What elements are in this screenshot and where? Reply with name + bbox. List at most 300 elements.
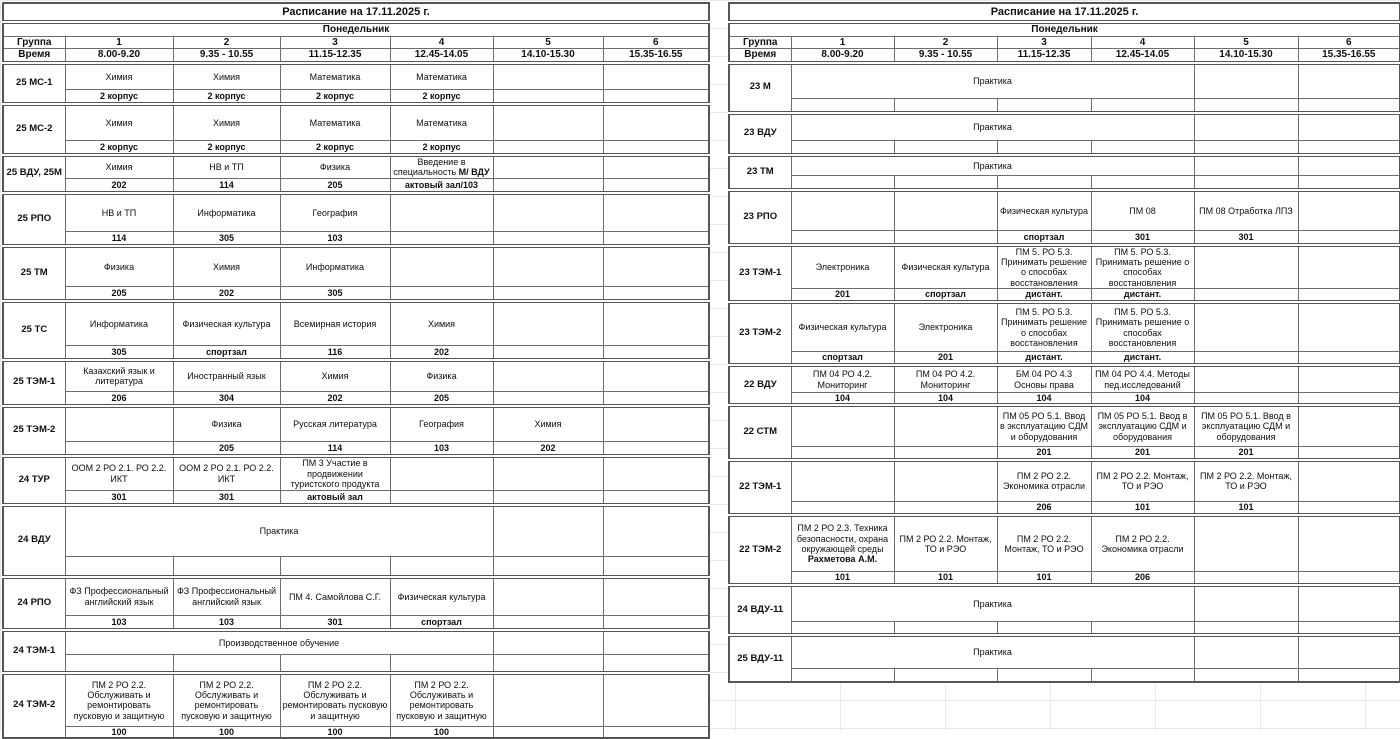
lesson-cell bbox=[1298, 190, 1400, 231]
room-cell: 104 bbox=[791, 392, 894, 405]
lesson-cell bbox=[1194, 585, 1298, 621]
room-cell bbox=[894, 501, 997, 515]
lesson-cell: ПМ 5. РО 5.3. Принимать решение о способах восстановления bbox=[1091, 302, 1194, 351]
lesson-text: ПМ 2 РО 2.3. Техника безопасности, охрана окружающей среды bbox=[796, 523, 889, 554]
slot-time: 12.45-14.05 bbox=[1091, 49, 1194, 63]
room-cell bbox=[65, 442, 173, 456]
group-label: 23 М bbox=[729, 63, 791, 113]
lesson-cell: Математика bbox=[280, 104, 390, 141]
slot-time: 11.15-12.35 bbox=[997, 49, 1091, 63]
room-cell: дистант. bbox=[997, 288, 1091, 302]
room-cell bbox=[173, 655, 280, 673]
room-cell: 301 bbox=[173, 491, 280, 505]
room-cell: актовый зал bbox=[280, 491, 390, 505]
room-cell bbox=[1298, 176, 1400, 190]
lesson-cell: Физическая культура bbox=[173, 301, 280, 346]
lesson-cell bbox=[603, 406, 709, 442]
lesson-cell bbox=[603, 456, 709, 491]
group-label: 25 МС-2 bbox=[3, 104, 65, 155]
lesson-cell bbox=[791, 460, 894, 501]
room-cell bbox=[791, 446, 894, 460]
room-cell bbox=[791, 621, 894, 635]
room-cell: 205 bbox=[280, 179, 390, 193]
slot-time: 15.35-16.55 bbox=[603, 49, 709, 63]
lesson-cell bbox=[493, 360, 603, 392]
room-cell: спортзал bbox=[791, 351, 894, 365]
room-cell bbox=[1194, 571, 1298, 585]
room-cell bbox=[493, 90, 603, 104]
lesson-cell: ПМ 08 Отработка ЛПЗ bbox=[1194, 190, 1298, 231]
lesson-text-bold: Рахметова А.М. bbox=[807, 554, 878, 565]
group-label: 24 ВДУ bbox=[3, 505, 65, 577]
lesson-cell: ПМ 4. Самойлова С.Г. bbox=[280, 577, 390, 616]
lesson-cell: Математика bbox=[390, 63, 493, 90]
slot-number: 6 bbox=[603, 36, 709, 49]
group-column-header: Группа bbox=[3, 36, 65, 49]
lesson-cell: ПМ 08 bbox=[1091, 190, 1194, 231]
room-cell bbox=[493, 491, 603, 505]
lesson-cell: ПМ 5. РО 5.3. Принимать решение о способах восстановления bbox=[1091, 245, 1194, 289]
merged-lesson-cell: Практика bbox=[791, 635, 1194, 668]
room-cell bbox=[173, 557, 280, 577]
room-cell: 2 корпус bbox=[173, 141, 280, 155]
room-cell bbox=[791, 176, 894, 190]
lesson-text-bold: М/ ВДУ bbox=[458, 167, 490, 178]
room-cell bbox=[493, 232, 603, 246]
room-cell bbox=[603, 442, 709, 456]
room-cell: 305 bbox=[173, 232, 280, 246]
lesson-cell: Химия bbox=[493, 406, 603, 442]
room-cell: 101 bbox=[1091, 501, 1194, 515]
room-cell: актовый зал/103 bbox=[390, 179, 493, 193]
room-cell bbox=[65, 557, 173, 577]
group-label: 25 МС-1 bbox=[3, 63, 65, 104]
day-header: Понедельник bbox=[729, 22, 1400, 36]
group-label: 24 ВДУ-11 bbox=[729, 585, 791, 635]
lesson-cell: ПМ 2 РО 2.2. Монтаж, ТО и РЭО bbox=[1194, 460, 1298, 501]
group-label: 25 ТМ bbox=[3, 246, 65, 301]
slot-time: 8.00-9.20 bbox=[65, 49, 173, 63]
room-cell bbox=[1298, 351, 1400, 365]
lesson-cell: ПМ 05 РО 5.1. Ввод в эксплуатацию СДМ и оборудования bbox=[1194, 405, 1298, 446]
room-cell: 103 bbox=[173, 616, 280, 630]
room-cell bbox=[280, 655, 390, 673]
group-label: 24 ТЭМ-1 bbox=[3, 630, 65, 673]
schedule-title: Расписание на 17.11.2025 г. bbox=[3, 3, 709, 22]
lesson-cell: ПМ 5. РО 5.3. Принимать решение о способах восстановления bbox=[997, 245, 1091, 289]
room-cell bbox=[65, 655, 173, 673]
lesson-cell: ПМ 05 РО 5.1. Ввод в эксплуатацию СДМ и оборудования bbox=[1091, 405, 1194, 446]
room-cell bbox=[1298, 141, 1400, 155]
room-cell bbox=[894, 668, 997, 682]
group-label: 23 ТМ bbox=[729, 155, 791, 190]
room-cell bbox=[1298, 288, 1400, 302]
lesson-cell bbox=[1298, 365, 1400, 392]
lesson-cell: Информатика bbox=[173, 193, 280, 232]
room-cell bbox=[1194, 668, 1298, 682]
merged-lesson-cell: Практика bbox=[65, 505, 493, 557]
lesson-cell: ПМ 2 РО 2.2. Экономика отрасли bbox=[1091, 515, 1194, 571]
room-cell bbox=[493, 287, 603, 301]
lesson-cell bbox=[65, 406, 173, 442]
time-column-header: Время bbox=[729, 49, 791, 63]
room-cell bbox=[894, 141, 997, 155]
room-cell: 2 корпус bbox=[65, 141, 173, 155]
room-cell: дистант. bbox=[1091, 288, 1194, 302]
lesson-cell: Физическая культура bbox=[894, 245, 997, 289]
room-cell bbox=[603, 287, 709, 301]
room-cell bbox=[894, 621, 997, 635]
room-cell: 101 bbox=[791, 571, 894, 585]
room-cell bbox=[1091, 176, 1194, 190]
room-cell: 103 bbox=[390, 442, 493, 456]
room-cell bbox=[1194, 99, 1298, 113]
room-cell: 101 bbox=[894, 571, 997, 585]
group-label: 25 ВДУ, 25М bbox=[3, 155, 65, 193]
room-cell: спортзал bbox=[894, 288, 997, 302]
lesson-cell: Химия bbox=[65, 104, 173, 141]
lesson-cell: Химия bbox=[173, 246, 280, 287]
room-cell bbox=[603, 141, 709, 155]
room-cell bbox=[1194, 392, 1298, 405]
room-cell: 301 bbox=[280, 616, 390, 630]
slot-number: 1 bbox=[65, 36, 173, 49]
room-cell bbox=[1298, 571, 1400, 585]
lesson-cell bbox=[791, 515, 894, 571]
room-cell bbox=[1194, 288, 1298, 302]
lesson-cell bbox=[1194, 63, 1298, 99]
lesson-cell: Математика bbox=[390, 104, 493, 141]
room-cell bbox=[894, 231, 997, 245]
room-cell bbox=[894, 446, 997, 460]
lesson-cell bbox=[603, 193, 709, 232]
lesson-cell bbox=[1298, 515, 1400, 571]
lesson-cell bbox=[1194, 155, 1298, 176]
lesson-cell bbox=[1194, 365, 1298, 392]
lesson-cell: ПМ 2 РО 2.2. Экономика отрасли bbox=[997, 460, 1091, 501]
lesson-cell: Электроника bbox=[894, 302, 997, 351]
lesson-cell bbox=[1298, 635, 1400, 668]
slot-time: 12.45-14.05 bbox=[390, 49, 493, 63]
lesson-cell bbox=[1298, 460, 1400, 501]
group-label: 25 ТС bbox=[3, 301, 65, 360]
lesson-cell: География bbox=[390, 406, 493, 442]
lesson-cell: Химия bbox=[173, 104, 280, 141]
room-cell bbox=[791, 668, 894, 682]
room-cell bbox=[997, 176, 1091, 190]
room-cell bbox=[493, 557, 603, 577]
lesson-cell: ООМ 2 РО 2.1. РО 2.2. ИКТ bbox=[173, 456, 280, 491]
room-cell bbox=[791, 231, 894, 245]
lesson-cell bbox=[1194, 113, 1298, 141]
room-cell: 202 bbox=[390, 346, 493, 360]
lesson-cell: НВ и ТП bbox=[173, 155, 280, 179]
lesson-cell: Химия bbox=[173, 63, 280, 90]
room-cell: 100 bbox=[390, 727, 493, 739]
lesson-cell: ПМ 05 РО 5.1. Ввод в эксплуатацию СДМ и оборудования bbox=[997, 405, 1091, 446]
room-cell bbox=[493, 655, 603, 673]
room-cell: спортзал bbox=[173, 346, 280, 360]
lesson-cell: ПМ 2 РО 2.2. Обслуживать и ремонтировать пусковую и защитную bbox=[173, 673, 280, 727]
lesson-cell bbox=[390, 246, 493, 287]
lesson-cell bbox=[493, 155, 603, 179]
room-cell: 101 bbox=[1194, 501, 1298, 515]
slot-time: 14.10-15.30 bbox=[1194, 49, 1298, 63]
room-cell bbox=[1091, 99, 1194, 113]
room-cell bbox=[493, 616, 603, 630]
room-cell bbox=[1194, 141, 1298, 155]
room-cell: 103 bbox=[280, 232, 390, 246]
group-label: 25 РПО bbox=[3, 193, 65, 246]
lesson-cell: Русская литература bbox=[280, 406, 390, 442]
lesson-cell bbox=[894, 190, 997, 231]
lesson-cell bbox=[1194, 245, 1298, 289]
lesson-cell: ПМ 04 РО 4.2. Мониторинг bbox=[791, 365, 894, 392]
slot-number: 4 bbox=[390, 36, 493, 49]
lesson-cell: Химия bbox=[65, 63, 173, 90]
slot-number: 6 bbox=[1298, 36, 1400, 49]
room-cell: 202 bbox=[65, 179, 173, 193]
room-cell bbox=[390, 232, 493, 246]
slot-time: 11.15-12.35 bbox=[280, 49, 390, 63]
lesson-cell: Физическая культура bbox=[390, 577, 493, 616]
lesson-cell bbox=[603, 577, 709, 616]
room-cell bbox=[1298, 231, 1400, 245]
schedule-table-right bbox=[728, 2, 1400, 683]
lesson-cell: Физическая культура bbox=[997, 190, 1091, 231]
lesson-cell: БМ 04 РО 4.3 Основы права bbox=[997, 365, 1091, 392]
merged-lesson-cell: Практика bbox=[791, 63, 1194, 99]
lesson-cell bbox=[791, 405, 894, 446]
group-label: 23 РПО bbox=[729, 190, 791, 245]
room-cell bbox=[603, 179, 709, 193]
lesson-cell: Химия bbox=[390, 301, 493, 346]
room-cell: 114 bbox=[173, 179, 280, 193]
lesson-cell bbox=[1194, 635, 1298, 668]
room-cell: 206 bbox=[997, 501, 1091, 515]
slot-time: 8.00-9.20 bbox=[791, 49, 894, 63]
group-label: 25 ВДУ-11 bbox=[729, 635, 791, 682]
room-cell bbox=[603, 727, 709, 739]
lesson-cell: Химия bbox=[65, 155, 173, 179]
lesson-text: Введение в специальность bbox=[393, 156, 466, 178]
lesson-cell: ПМ 04 РО 4.2. Мониторинг bbox=[894, 365, 997, 392]
room-cell bbox=[1091, 621, 1194, 635]
lesson-cell: НВ и ТП bbox=[65, 193, 173, 232]
group-label: 25 ТЭМ-2 bbox=[3, 406, 65, 456]
slot-time: 9.35 - 10.55 bbox=[894, 49, 997, 63]
lesson-cell bbox=[1298, 155, 1400, 176]
merged-lesson-cell: Практика bbox=[791, 585, 1194, 621]
room-cell bbox=[493, 346, 603, 360]
room-cell bbox=[603, 655, 709, 673]
lesson-cell: Химия bbox=[280, 360, 390, 392]
room-cell bbox=[603, 346, 709, 360]
room-cell: 2 корпус bbox=[280, 90, 390, 104]
room-cell bbox=[1298, 392, 1400, 405]
merged-lesson-cell: Производственное обучение bbox=[65, 630, 493, 655]
room-cell bbox=[894, 176, 997, 190]
lesson-cell: География bbox=[280, 193, 390, 232]
lesson-cell: Информатика bbox=[65, 301, 173, 346]
room-cell: 100 bbox=[280, 727, 390, 739]
slot-time: 15.35-16.55 bbox=[1298, 49, 1400, 63]
lesson-cell bbox=[1298, 585, 1400, 621]
room-cell: 202 bbox=[173, 287, 280, 301]
room-cell bbox=[1298, 501, 1400, 515]
room-cell bbox=[1298, 668, 1400, 682]
room-cell: 301 bbox=[1091, 231, 1194, 245]
lesson-cell bbox=[603, 630, 709, 655]
lesson-cell: Физика bbox=[390, 360, 493, 392]
slot-number: 1 bbox=[791, 36, 894, 49]
room-cell: 100 bbox=[173, 727, 280, 739]
room-cell: 101 bbox=[997, 571, 1091, 585]
schedule-table-left bbox=[2, 2, 710, 739]
group-label: 24 РПО bbox=[3, 577, 65, 630]
group-label: 23 ВДУ bbox=[729, 113, 791, 155]
room-cell: дистант. bbox=[1091, 351, 1194, 365]
room-cell: 114 bbox=[65, 232, 173, 246]
lesson-cell: Информатика bbox=[280, 246, 390, 287]
room-cell: 205 bbox=[65, 287, 173, 301]
lesson-cell bbox=[603, 301, 709, 346]
group-label: 22 ВДУ bbox=[729, 365, 791, 405]
room-cell: спортзал bbox=[390, 616, 493, 630]
room-cell bbox=[390, 287, 493, 301]
room-cell: 301 bbox=[1194, 231, 1298, 245]
lesson-cell bbox=[1298, 302, 1400, 351]
room-cell bbox=[1091, 668, 1194, 682]
lesson-cell: ПМ 04 РО 4.4. Методы пед.исследований bbox=[1091, 365, 1194, 392]
room-cell bbox=[997, 621, 1091, 635]
room-cell: 206 bbox=[65, 392, 173, 406]
room-cell bbox=[603, 616, 709, 630]
room-cell bbox=[791, 141, 894, 155]
lesson-cell bbox=[1298, 405, 1400, 446]
lesson-cell: Физическая культура bbox=[791, 302, 894, 351]
slot-number: 2 bbox=[894, 36, 997, 49]
room-cell: 304 bbox=[173, 392, 280, 406]
lesson-cell bbox=[493, 505, 603, 557]
day-header: Понедельник bbox=[3, 22, 709, 36]
room-cell: 2 корпус bbox=[390, 90, 493, 104]
lesson-cell: ФЗ Профессиональный английский язык bbox=[173, 577, 280, 616]
lesson-cell bbox=[493, 673, 603, 727]
room-cell: 2 корпус bbox=[390, 141, 493, 155]
room-cell bbox=[1091, 141, 1194, 155]
room-cell bbox=[1194, 176, 1298, 190]
room-cell: 2 корпус bbox=[173, 90, 280, 104]
group-label: 23 ТЭМ-1 bbox=[729, 245, 791, 303]
lesson-cell: Физика bbox=[280, 155, 390, 179]
group-label: 24 ТУР bbox=[3, 456, 65, 505]
room-cell bbox=[997, 141, 1091, 155]
slot-time: 14.10-15.30 bbox=[493, 49, 603, 63]
room-cell bbox=[1298, 99, 1400, 113]
lesson-cell bbox=[493, 301, 603, 346]
room-cell bbox=[603, 90, 709, 104]
lesson-cell bbox=[493, 630, 603, 655]
slot-number: 4 bbox=[1091, 36, 1194, 49]
room-cell bbox=[1298, 621, 1400, 635]
lesson-cell bbox=[603, 246, 709, 287]
lesson-cell: Электроника bbox=[791, 245, 894, 289]
room-cell bbox=[603, 232, 709, 246]
lesson-cell bbox=[493, 63, 603, 90]
room-cell bbox=[894, 99, 997, 113]
lesson-cell: ФЗ Профессиональный английский язык bbox=[65, 577, 173, 616]
room-cell bbox=[390, 491, 493, 505]
lesson-cell: ПМ 2 РО 2.2. Монтаж, ТО и РЭО bbox=[997, 515, 1091, 571]
lesson-cell bbox=[1298, 113, 1400, 141]
room-cell: спортзал bbox=[997, 231, 1091, 245]
room-cell bbox=[280, 557, 390, 577]
lesson-cell: Казахский язык и литература bbox=[65, 360, 173, 392]
lesson-cell bbox=[603, 360, 709, 392]
room-cell: 201 bbox=[1091, 446, 1194, 460]
room-cell: 2 корпус bbox=[280, 141, 390, 155]
room-cell bbox=[493, 392, 603, 406]
lesson-cell bbox=[603, 104, 709, 141]
room-cell bbox=[997, 99, 1091, 113]
room-cell bbox=[390, 655, 493, 673]
lesson-cell bbox=[390, 456, 493, 491]
room-cell: 103 bbox=[65, 616, 173, 630]
room-cell: 104 bbox=[1091, 392, 1194, 405]
lesson-cell bbox=[894, 405, 997, 446]
lesson-cell bbox=[493, 456, 603, 491]
room-cell bbox=[1194, 621, 1298, 635]
lesson-cell bbox=[1298, 63, 1400, 99]
room-cell: 116 bbox=[280, 346, 390, 360]
room-cell bbox=[493, 727, 603, 739]
room-cell: 201 bbox=[1194, 446, 1298, 460]
lesson-cell: ПМ 2 РО 2.2. Обслуживать и ремонтировать пусковую и защитную bbox=[65, 673, 173, 727]
room-cell bbox=[1194, 351, 1298, 365]
group-column-header: Группа bbox=[729, 36, 791, 49]
lesson-cell: Математика bbox=[280, 63, 390, 90]
room-cell bbox=[997, 668, 1091, 682]
room-cell: 201 bbox=[791, 288, 894, 302]
lesson-cell: ПМ 5. РО 5.3. Принимать решение о способах восстановления bbox=[997, 302, 1091, 351]
room-cell: 205 bbox=[173, 442, 280, 456]
room-cell: 104 bbox=[894, 392, 997, 405]
lesson-cell: Иностранный язык bbox=[173, 360, 280, 392]
slot-number: 5 bbox=[1194, 36, 1298, 49]
room-cell: 301 bbox=[65, 491, 173, 505]
lesson-cell: ПМ 2 РО 2.2. Обслуживать и ремонтировать пусковую и защитную bbox=[280, 673, 390, 727]
room-cell: 305 bbox=[65, 346, 173, 360]
lesson-cell: Всемирная история bbox=[280, 301, 390, 346]
lesson-cell: ПМ 2 РО 2.2. Монтаж, ТО и РЭО bbox=[1091, 460, 1194, 501]
group-label: 25 ТЭМ-1 bbox=[3, 360, 65, 406]
lesson-cell bbox=[603, 505, 709, 557]
room-cell: 202 bbox=[493, 442, 603, 456]
group-label: 22 СТМ bbox=[729, 405, 791, 460]
lesson-cell: ООМ 2 РО 2.1. РО 2.2. ИКТ bbox=[65, 456, 173, 491]
room-cell bbox=[493, 141, 603, 155]
slot-number: 5 bbox=[493, 36, 603, 49]
lesson-cell bbox=[1194, 515, 1298, 571]
lesson-cell bbox=[493, 577, 603, 616]
group-label: 22 ТЭМ-2 bbox=[729, 515, 791, 585]
room-cell bbox=[603, 392, 709, 406]
lesson-cell bbox=[603, 155, 709, 179]
time-column-header: Время bbox=[3, 49, 65, 63]
lesson-cell bbox=[894, 460, 997, 501]
lesson-cell bbox=[1298, 245, 1400, 289]
